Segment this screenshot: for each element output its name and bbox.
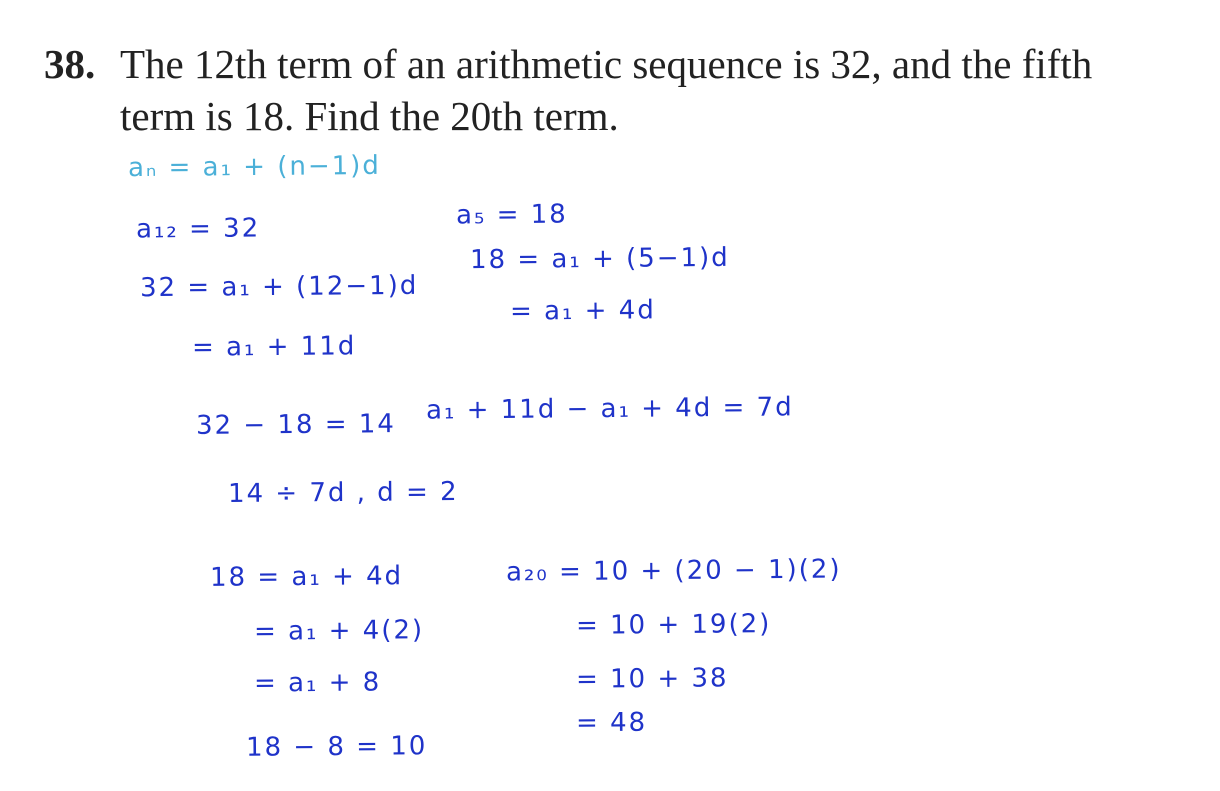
- a12-expanded: 32 = a₁ + (12−1)d: [139, 270, 419, 304]
- a12-simplified: = a₁ + 11d: [191, 331, 357, 363]
- a5-expanded: 18 = a₁ + (5−1)d: [469, 242, 730, 276]
- a1-step-2: = a₁ + 4(2): [253, 615, 425, 647]
- a1-result: 18 − 8 = 10: [245, 731, 428, 763]
- given-a12: a₁₂ = 32: [135, 213, 261, 245]
- subtract-equations: a₁ + 11d − a₁ + 4d = 7d: [425, 392, 794, 426]
- a20-step-3: = 10 + 38: [575, 663, 729, 695]
- a20-step-2: = 10 + 19(2): [575, 609, 772, 641]
- problem-text-line-2: term is 18. Find the 20th term.: [120, 93, 619, 139]
- a20-step-1: a₂₀ = 10 + (20 − 1)(2): [505, 554, 842, 588]
- a20-result: = 48: [575, 707, 648, 739]
- solve-common-difference: 14 ÷ 7d , d = 2: [227, 476, 459, 510]
- a1-step-3: = a₁ + 8: [253, 667, 382, 699]
- a5-simplified: = a₁ + 4d: [509, 295, 656, 327]
- problem-number: 38.: [44, 41, 96, 87]
- term-difference: 32 − 18 = 14: [195, 409, 397, 441]
- a1-step-1: 18 = a₁ + 4d: [209, 561, 404, 593]
- problem-text-line-1: The 12th term of an arithmetic sequence is 32, and the fifth: [120, 41, 1093, 87]
- general-formula: aₙ = a₁ + (n−1)d: [127, 150, 382, 184]
- given-a5: a₅ = 18: [455, 199, 568, 231]
